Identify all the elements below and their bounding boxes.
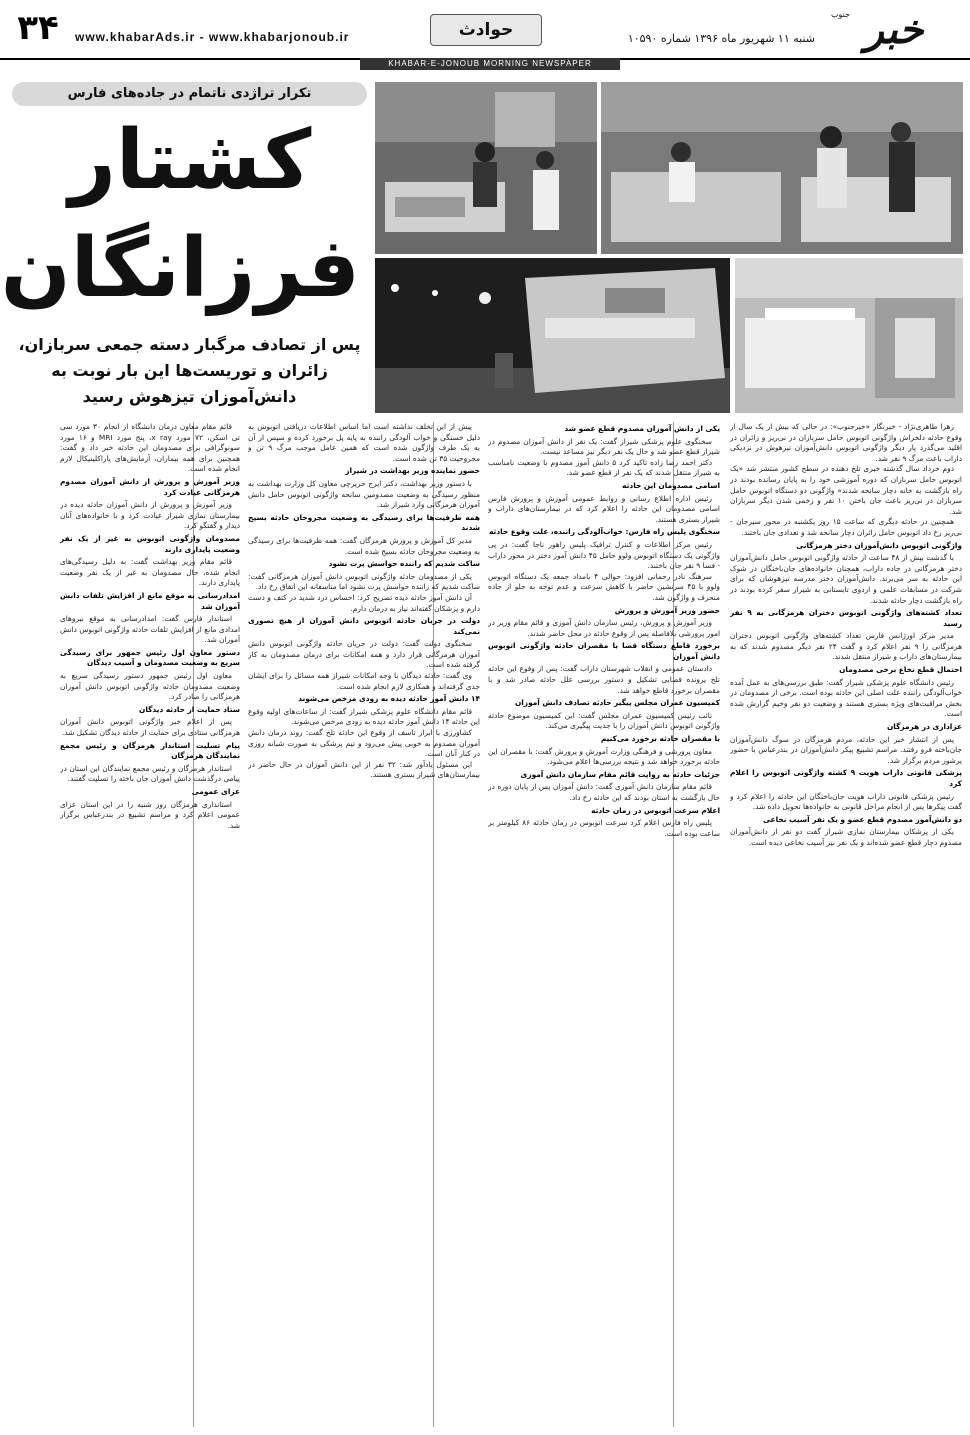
headline-line1: کشتار <box>68 113 312 208</box>
article-subheading: پیام تسلیت استاندار هرمزگان و رئیس مجمع نمایندگان هرمزگان <box>60 740 240 761</box>
article-paragraph: دوم خرداد سال گذشته خبری تلخ دهنده در سطح کشور منتشر شد «یک اتوبوس حامل سربازان که دوره آموزشی خود را به پایان رسانده بودند در راه بازگشت به خانه دچار سانحه شدند» واژگونی دو دستگاه اتوبوس حامل سربازان در نی‌ریز باعث جان باختن ۱۰ نفر و زخمی شدن دیگر سربازان شد. <box>730 464 962 516</box>
article-paragraph: پس از انتشار خبر این حادثه، مردم هرمزگان در سوگ دانش‌آموزان جان‌باخته فرو رفتند. مراسم تشییع پیکر دانش‌آموزان در بندرعباس با حضور پرشور مردم برگزار شد. <box>730 734 962 765</box>
article-subheading: کمیسیون عمران مجلس پیگیر حادثه تصادف دانش آموزان <box>514 698 720 708</box>
issue-dateline: شنبه ۱۱ شهریور ماه ۱۳۹۶ شماره ۱۰۵۹۰ <box>627 32 815 45</box>
article-paragraph: وزیر آموزش و پرورش، رئیس سازمان دانش آموزی و قائم مقام وزیر در امور پرورشی بلافاصله پس از وقوع حادثه در محل حاضر شدند. <box>488 618 720 638</box>
article-subheading: دولت در جریان حادثه اتوبوس دانش آموزان از هیچ تصوری نمی‌کند <box>248 616 480 636</box>
article-paragraph: با دستور وزیر بهداشت، دکتر ایرج حریرچی معاون کل وزارت بهداشت به منظور رسیدگی به وضعیت مصدومین سانحه واژگونی اتوبوس حامل دانش آموزان هرمزگانی وارد شیراز شد. <box>248 478 480 510</box>
article-paragraph: استانداری هرمزگان روز شنبه را در این استان عزای عمومی اعلام کرد و مراسم تشییع در بندرعباس برگزار شد. <box>60 799 240 830</box>
article-column-2 <box>488 422 720 1427</box>
article-subheading: عزاداری در هرمزگان <box>886 722 962 732</box>
article-paragraph: سخنگوی علوم پزشکی شیراز گفت: یک نفر از دانش آموزان مصدوم در شیراز قطع عضو شد و حال یک نفر دیگر نیز مساعد نیست. <box>488 436 720 457</box>
article-paragraph: پس از اعلام خبر واژگونی اتوبوس دانش آموزان هرمزگانی ستادی برای حمایت از حادثه دیدگان تشکیل شد. <box>60 717 240 738</box>
article-paragraph: وزیر آموزش و پرورش از دانش آموزان حادثه دیده در بیمارستان نمازی شیراز عیادت کرد و با خانواده‌های آنان دیدار و گفتگو کرد. <box>60 500 240 531</box>
article-paragraph: قائم مقام معاون درمان دانشگاه از انجام ۳۰ مورد سی تی اسکن، ۷۲ مورد x ray، پنج مورد MRI و ۱۶ مورد سونوگرافی برای مصدومان این حادثه خبر داد و گفت: همچنین برای همه بیماران، آزمایش‌های پاراکلینیکال لازم انجام شده است. <box>60 422 240 474</box>
article-subheading: عزای عمومی <box>191 787 240 796</box>
article-subheading: امدادرسانی به موقع مانع از افزایش تلفات دانش آموزان شد <box>60 590 240 611</box>
article-paragraph: یکی از پزشکان بیمارستان نمازی شیراز گفت دو نفر از دانش‌آموزان مصدوم دچار قطع عضو شده‌اند و یک نفر نیز آسیب نخاعی دیده است. <box>730 827 962 847</box>
article-subheading: اسامی مصدومان این حادثه <box>622 480 720 490</box>
newspaper-strip: KHABAR-E-JONOUB MORNING NEWSPAPER <box>360 58 620 70</box>
article-paragraph: سرهنگ نادر رحمانی افزود: حوالی ۴ بامداد جمعه یک دستگاه اتوبوس ولوو با ۴۵ سرنشین حاضر با کاهش سرعت و عدم توجه به جلو از جاده منحرف و واژگون شد. <box>488 571 720 602</box>
article-paragraph: وی گفت: حادثه دیدگان با وجه امکانات شیراز همه مسائل را برای ایشان جدی گرفته‌اند و همکاری لازم انجام شده است. <box>248 671 480 691</box>
article-paragraph: کشاورزی با ابراز تاسف از وقوع این حادثه تلخ گفت: روند درمان دانش آموزان مصدوم به خوبی پیش می‌رود و تیم پزشکی به صورت شبانه روزی در کنار آنان است. <box>248 728 480 759</box>
website-urls: www.khabarAds.ir - www.khabarjonoub.ir <box>75 30 350 44</box>
article-subheading: ستاد حمایت از حادثه دیدگان <box>139 704 240 714</box>
article-paragraph: پلیس راه فارس اعلام کرد سرعت اتوبوس در زمان حادثه ۸۶ کیلومتر بر ساعت بوده است. <box>488 818 720 838</box>
article-paragraph: قائم مقام وزیر بهداشت گفت: به دلیل رسیدگی‌های انجام شده، حال مصدومان به غیر از یک نفر وضعیت پایداری دارند. <box>60 557 240 588</box>
article-paragraph: رئیس مرکز اطلاعات و کنترل ترافیک پلیس راهور ناجا گفت: در پی واژگونی یک دستگاه اتوبوس ولوو حامل ۴۵ دانش آموز دختر در محور داراب - فسا ۹ نفر جان باختند. <box>488 539 720 571</box>
article-paragraph: قائم مقام سازمان دانش آموزی گفت: دانش آموزان پس از پایان دوره در حال بازگشت به استان بودند که این حادثه رخ داد. <box>488 782 720 802</box>
article-paragraph: قائم مقام دانشگاه علوم پزشکی شیراز گفت: از ساعات‌های اولیه وقوع این حادثه ۱۴ دانش آموز حادثه دیده به زودی مرخص می‌شوند. <box>248 706 480 727</box>
article-paragraph: دکتر احمد رضا زاده تاکید کرد ۵ دانش آموز مصدوم با وضعیت نامناسب به شیراز منتقل شدند که یک نفر از قطع عضو شد. <box>488 457 720 478</box>
hospital-photo-1 <box>375 82 597 254</box>
article-paragraph: استاندار هرمزگان و رئیس مجمع نمایندگان این استان در پیامی درگذشت دانش آموزان جان باخته را تسلیت گفتند. <box>60 763 240 784</box>
article-paragraph: همچنین در حادثه دیگری که ساعت ۱۵ روز یکشنبه در محور سیرجان - نی‌ریز رخ داد اتوبوس حامل زائران دچار سانحه شد و تعدادی جان باختند. <box>730 517 962 537</box>
article-paragraph: پیش از این تخلف نداشته است اما اساس اطلاعات دریافتی اتوبوس به دلیل خستگی و خواب آلودگی راننده به پایه پل برخورد کرده و سپس از آن به یک طرف واژگون شده است که همین عامل موجب مرگ ۹ تن و مجروحیت ۳۵ تن شده است. <box>248 422 480 463</box>
article-subheading: با مقصران حادثه برخورد می‌کنیم <box>600 734 720 744</box>
article-subheading: ساکت شدیم که راننده حواسش پرت نشود <box>328 559 480 569</box>
article-paragraph: استاندار فارس گفت: امدادرسانی به موقع نیروهای امدادی مانع از افزایش تلفات حادثه واژگونی اتوبوس دانش آموزان شد. <box>60 614 240 645</box>
article-paragraph: رئیس دانشگاه علوم پزشکی شیراز گفت: طبق بررسی‌های به عمل آمده خواب‌آلودگی راننده علت اصلی این حادثه بوده است. برخی از مصدومان در بخش مراقبت‌های ویژه بستری هستند و وضعیت دو نفر وخیم گزارش شده است. <box>730 677 962 719</box>
page-number: ۳۴ <box>17 8 59 48</box>
article-column-3 <box>248 422 480 1427</box>
article-subheading: مصدومان واژگونی اتوبوس به غیر از یک نفر وضعیت پایداری دارند <box>60 533 240 554</box>
article-subheading: تعداد کشته‌های واژگونی اتوبوس دختران هرمزگانی به ۹ نفر رسید <box>730 608 962 628</box>
newspaper-logo-sub: جنوب <box>830 10 850 19</box>
article-paragraph: معاون اول رئیس جمهور دستور رسیدگی سریع به وضعیت مصدومان حادثه واژگونی اتوبوس دانش آموزان هرمزگانی را صادر کرد. <box>60 671 240 702</box>
article-body <box>8 422 962 1427</box>
article-paragraph: با گذشت بیش از ۴۸ ساعت از حادثه واژگونی اتوبوس حامل دانش‌آموزان دختر هرمزگانی در جاده داراب، همچنان خانواده‌های جان‌باختگان در شوک این حادثه به سر می‌برند. دانش‌آموزان دختر مدرسه تیزهوشان که برای شرکت در مسابقات علمی و اردوی تابستانی به شیراز سفر کرده بودند در راه بازگشت دچار حادثه شدند. <box>730 553 962 605</box>
article-subheading: اعلام سرعت اتوبوس در زمان حادثه <box>591 805 720 815</box>
article-paragraph: آن دانش آموز حادثه دیده تصریح کرد: احساس درد شدید در کتف و دست دارم و پزشکان گفته‌اند نیاز به درمان دارم. <box>248 592 480 613</box>
article-subheading: دو دانش‌آموز مصدوم قطع عضو و یک نفر آسیب نخاعی <box>763 814 962 824</box>
article-subheading: ۱۴ دانش آموز حادثه دیده به زودی مرخص می‌شوند <box>298 694 480 704</box>
article-column-1 <box>730 422 962 1427</box>
article-paragraph: سخنگوی دولت گفت: دولت در جریان حادثه واژگونی اتوبوس دانش آموزان هرمزگانی قرار دارد و همه امکانات برای درمان مصدومان به کار گرفته شده است. <box>248 639 480 670</box>
article-paragraph: معاون پرورشی و فرهنگی وزارت آموزش و پرورش گفت: با مقصران این حادثه برخورد خواهد شد و نتیجه بررسی‌ها اعلام می‌شود. <box>488 746 720 767</box>
article-subheading: برخورد قاطع دستگاه قضا با مقصران حادثه واژگونی اتوبوس دانش آموزان <box>488 641 720 661</box>
article-subheading: حضور وزیر آموزش و پرورش <box>614 605 720 615</box>
article-subheading: پزشکی قانونی داراب هویت ۹ کشته واژگونی اتوبوس را اعلام کرد <box>730 768 962 788</box>
article-column-4 <box>60 422 240 1427</box>
article-paragraph: مدیر مرکز اورژانس فارس تعداد کشته‌های واژگونی اتوبوس دختران هرمزگانی را ۹ نفر اعلام کرد و گفت ۲۴ نفر دیگر مصدوم شدند که به بیمارستان‌های داراب و شیراز منتقل شدند. <box>730 631 962 662</box>
overturned-bus-photo <box>375 258 730 413</box>
article-subheading: واژگونی اتوبوس دانش‌آموزان دختر هرمزگانی <box>796 540 962 550</box>
article-subheading: سخنگوی پلیس راه فارس: خواب‌آلودگی راننده، علت وقوع حادثه <box>489 527 720 537</box>
article-kicker: تکرار تراژدی ناتمام در جاده‌های فارس <box>12 82 367 106</box>
article-subheading: جزئیات حادثه به روایت قائم مقام سازمان دانش آموزی <box>520 769 720 779</box>
article-subheading: همه ظرفیت‌ها برای رسیدگی به وضعیت مجروحان حادثه بسیج شدند <box>248 512 480 533</box>
article-paragraph: این مسئول یادآور شد: ۳۲ نفر از این دانش آموزان در حال حاضر در بیمارستان‌های شیراز بستری هستند. <box>248 759 480 780</box>
article-paragraph: مدیر کل آموزش و پرورش هرمزگان گفت: همه ظرفیت‌ها برای رسیدگی به وضعیت مجروحان حادثه بسیج شده است. <box>248 535 480 556</box>
headline-line2: فرزانگان <box>0 221 360 316</box>
article-subheading: احتمال قطع نخاع برخی مصدومان <box>839 665 962 675</box>
article-paragraph: نائب رئیس کمیسیون عمران مجلس گفت: این کمیسیون موضوع حادثه واژگونی اتوبوس دانش آموزان را با جدیت پیگیری می‌کند. <box>488 710 720 731</box>
hospital-ward-photo <box>735 258 963 413</box>
article-subheadline: پس از تصادف مرگبار دسته جمعی سربازان، زائران و توریست‌ها این بار نوبت به دانش‌آموزان تیزهوش رسید <box>18 335 361 406</box>
newspaper-logo: خبر <box>864 5 924 53</box>
article-subheading: یکی از دانش آموزان مصدوم قطع عضو شد <box>564 424 720 433</box>
hospital-photo-2 <box>601 82 963 254</box>
article-subheading: وزیر آموزش و پرورش از دانش آموزان مصدوم هرمزگانی عیادت کرد <box>60 476 240 497</box>
newspaper-header <box>0 0 970 60</box>
section-label: حوادث <box>430 14 542 46</box>
article-paragraph: رئیس پزشکی قانونی داراب هویت جان‌باختگان این حادثه را اعلام کرد و گفت پیکرها پس از انجام مراحل قانونی به خانواده‌ها تحویل داده شد. <box>730 791 962 812</box>
article-paragraph: زهرا طاهری‌نژاد - خبرنگار «خبرجنوب»: در حالی که بیش از یک سال از وقوع حادثه دلخراش واژگونی اتوبوس حامل سربازان در نی‌ریز و زائران در اقلید می‌گذرد یار دیگر واژگونی اتوبوس دانش‌آموزان تیزهوش در نزدیکی داراب باعث مرگ ۹ نفر شد. <box>730 422 962 463</box>
article-subheading: دستور معاون اول رئیس جمهور برای رسیدگی سریع به وضعیت مصدومان و آسیب دیدگان <box>60 647 240 668</box>
article-paragraph: رئیس اداره اطلاع رسانی و روابط عمومی آموزش و پرورش فارس اسامی مصدومان این حادثه را اعلام کرد که در بیمارستان‌های داراب و شیراز بستری هستند. <box>488 493 720 524</box>
article-paragraph: یکی از مصدومان حادثه واژگونی اتوبوس دانش آموزان هرمزگانی گفت: ساکت شدیم که راننده حواسش پرت نشود اما متاسفانه این اتفاق رخ داد. <box>248 571 480 592</box>
article-subheading: حضور نماینده وزیر بهداشت در شیراز <box>345 466 480 476</box>
article-paragraph: دادستان عمومی و انقلاب شهرستان داراب گفت: پس از وقوع این حادثه تلخ پرونده قضایی تشکیل و دستور بررسی علل حادثه صادر شد و با مقصران برخورد قاطع خواهد شد. <box>488 664 720 695</box>
